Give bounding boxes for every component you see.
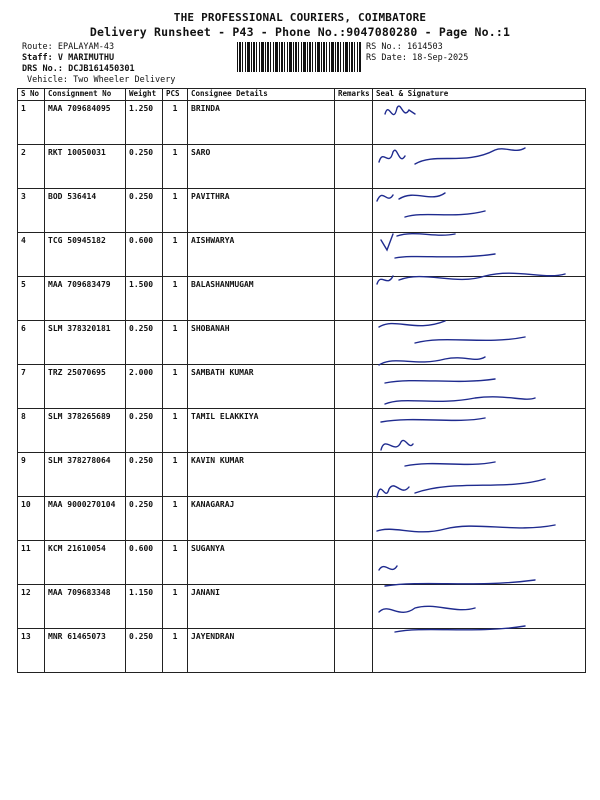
rs-date-value: 18-Sep-2025 [412, 53, 469, 63]
row-pcs: 1 [163, 101, 188, 145]
row-pcs: 1 [163, 233, 188, 277]
row-signature-cell [373, 541, 586, 585]
drs-line [22, 64, 135, 74]
row-pcs: 1 [163, 585, 188, 629]
table-row [18, 277, 586, 321]
staff-label: Staff: [22, 53, 53, 63]
table-row [18, 233, 586, 277]
row-consignment: TCG 50945182 [45, 233, 126, 277]
row-remarks [335, 321, 373, 365]
row-weight: 2.000 [126, 365, 163, 409]
row-consignment: BOD 536414 [45, 189, 126, 233]
runsheet-table [17, 88, 586, 673]
row-pcs: 1 [163, 497, 188, 541]
table-row [18, 321, 586, 365]
row-remarks [335, 277, 373, 321]
rs-date-label: RS Date: [366, 53, 407, 63]
row-remarks [335, 453, 373, 497]
row-consignee: JANANI [188, 585, 335, 629]
row-consignee: SAMBATH KUMAR [188, 365, 335, 409]
row-remarks [335, 101, 373, 145]
rs-date-line [366, 53, 468, 63]
drs-label: DRS No.: [22, 64, 63, 74]
table-row [18, 101, 586, 145]
runsheet-subtitle: Delivery Runsheet - P43 - Phone No.:9047080280 - Page No.:1 [89, 25, 511, 39]
route-line [22, 42, 114, 52]
row-signature-cell [373, 189, 586, 233]
row-signature-cell [373, 233, 586, 277]
row-consignee: KANAGARAJ [188, 497, 335, 541]
table-row [18, 585, 586, 629]
row-consignment: MAA 9000270104 [45, 497, 126, 541]
row-remarks [335, 409, 373, 453]
col-header-signature: Seal & Signature [373, 89, 586, 101]
row-pcs: 1 [163, 145, 188, 189]
row-consignee: SHOBANAH [188, 321, 335, 365]
row-sno: 12 [18, 585, 45, 629]
row-weight: 0.250 [126, 145, 163, 189]
row-signature-cell [373, 321, 586, 365]
row-pcs: 1 [163, 541, 188, 585]
col-header-consignment: Consignment No [45, 89, 126, 101]
row-pcs: 1 [163, 189, 188, 233]
row-weight: 0.250 [126, 629, 163, 673]
table-row [18, 409, 586, 453]
row-signature-cell [373, 277, 586, 321]
row-consignment: MAA 709684095 [45, 101, 126, 145]
row-remarks [335, 585, 373, 629]
row-signature-cell [373, 409, 586, 453]
row-consignment: MAA 709683479 [45, 277, 126, 321]
row-sno: 3 [18, 189, 45, 233]
table-row [18, 145, 586, 189]
row-consignment: KCM 21610054 [45, 541, 126, 585]
row-consignment: MNR 61465073 [45, 629, 126, 673]
row-signature-cell [373, 585, 586, 629]
row-consignee: PAVITHRA [188, 189, 335, 233]
col-header-sno: S No [18, 89, 45, 101]
row-consignment: SLM 378278064 [45, 453, 126, 497]
row-consignee: AISHWARYA [188, 233, 335, 277]
row-weight: 0.250 [126, 409, 163, 453]
row-consignee: KAVIN KUMAR [188, 453, 335, 497]
row-sno: 11 [18, 541, 45, 585]
row-weight: 0.250 [126, 497, 163, 541]
route-label: Route: [22, 42, 53, 52]
row-remarks [335, 497, 373, 541]
row-consignee: BRINDA [188, 101, 335, 145]
table-row [18, 453, 586, 497]
table-row [18, 629, 586, 673]
row-remarks [335, 365, 373, 409]
row-consignee: TAMIL ELAKKIYA [188, 409, 335, 453]
row-consignee: BALASHANMUGAM [188, 277, 335, 321]
row-consignment: SLM 378320181 [45, 321, 126, 365]
row-consignment: RKT 10050031 [45, 145, 126, 189]
row-pcs: 1 [163, 277, 188, 321]
vehicle-label: Vehicle: [27, 75, 68, 85]
col-header-pcs: PCS [163, 89, 188, 101]
drs-value: DCJB161450301 [68, 64, 135, 74]
row-weight: 1.150 [126, 585, 163, 629]
row-sno: 7 [18, 365, 45, 409]
row-sno: 5 [18, 277, 45, 321]
row-remarks [335, 233, 373, 277]
row-weight: 1.250 [126, 101, 163, 145]
vehicle-line [27, 75, 175, 85]
staff-line [22, 53, 114, 63]
row-signature-cell [373, 145, 586, 189]
rs-no-value: 1614503 [406, 42, 443, 52]
row-weight: 0.600 [126, 541, 163, 585]
row-sno: 6 [18, 321, 45, 365]
row-pcs: 1 [163, 629, 188, 673]
row-sno: 1 [18, 101, 45, 145]
rs-no-line [366, 42, 443, 52]
barcode [237, 42, 361, 72]
row-consignment: SLM 378265689 [45, 409, 126, 453]
row-sno: 8 [18, 409, 45, 453]
row-signature-cell [373, 453, 586, 497]
row-remarks [335, 145, 373, 189]
row-signature-cell [373, 101, 586, 145]
row-consignee: SUGANYA [188, 541, 335, 585]
table-row [18, 189, 586, 233]
col-header-remarks: Remarks [335, 89, 373, 101]
row-remarks [335, 189, 373, 233]
staff-value: V MARIMUTHU [57, 53, 115, 63]
row-sno: 13 [18, 629, 45, 673]
row-consignment: MAA 709683348 [45, 585, 126, 629]
row-consignment: TRZ 25070695 [45, 365, 126, 409]
row-sno: 10 [18, 497, 45, 541]
row-pcs: 1 [163, 365, 188, 409]
table-row [18, 497, 586, 541]
row-signature-cell [373, 497, 586, 541]
row-pcs: 1 [163, 321, 188, 365]
table-row [18, 365, 586, 409]
row-consignee: JAYENDRAN [188, 629, 335, 673]
row-signature-cell [373, 365, 586, 409]
row-weight: 0.600 [126, 233, 163, 277]
row-signature-cell [373, 629, 586, 673]
row-pcs: 1 [163, 453, 188, 497]
row-weight: 0.250 [126, 453, 163, 497]
row-weight: 1.500 [126, 277, 163, 321]
vehicle-value: Two Wheeler Delivery [73, 75, 176, 85]
col-header-consignee: Consignee Details [188, 89, 335, 101]
rs-no-label: RS No.: [366, 42, 402, 52]
row-consignee: SARO [188, 145, 335, 189]
route-value: EPALAYAM-43 [57, 42, 115, 52]
row-sno: 2 [18, 145, 45, 189]
col-header-weight: Weight [126, 89, 163, 101]
table-header-row [18, 89, 586, 101]
row-sno: 9 [18, 453, 45, 497]
company-title: THE PROFESSIONAL COURIERS, COIMBATORE [173, 11, 427, 24]
row-remarks [335, 629, 373, 673]
row-weight: 0.250 [126, 321, 163, 365]
row-remarks [335, 541, 373, 585]
row-sno: 4 [18, 233, 45, 277]
row-pcs: 1 [163, 409, 188, 453]
table-row [18, 541, 586, 585]
row-weight: 0.250 [126, 189, 163, 233]
